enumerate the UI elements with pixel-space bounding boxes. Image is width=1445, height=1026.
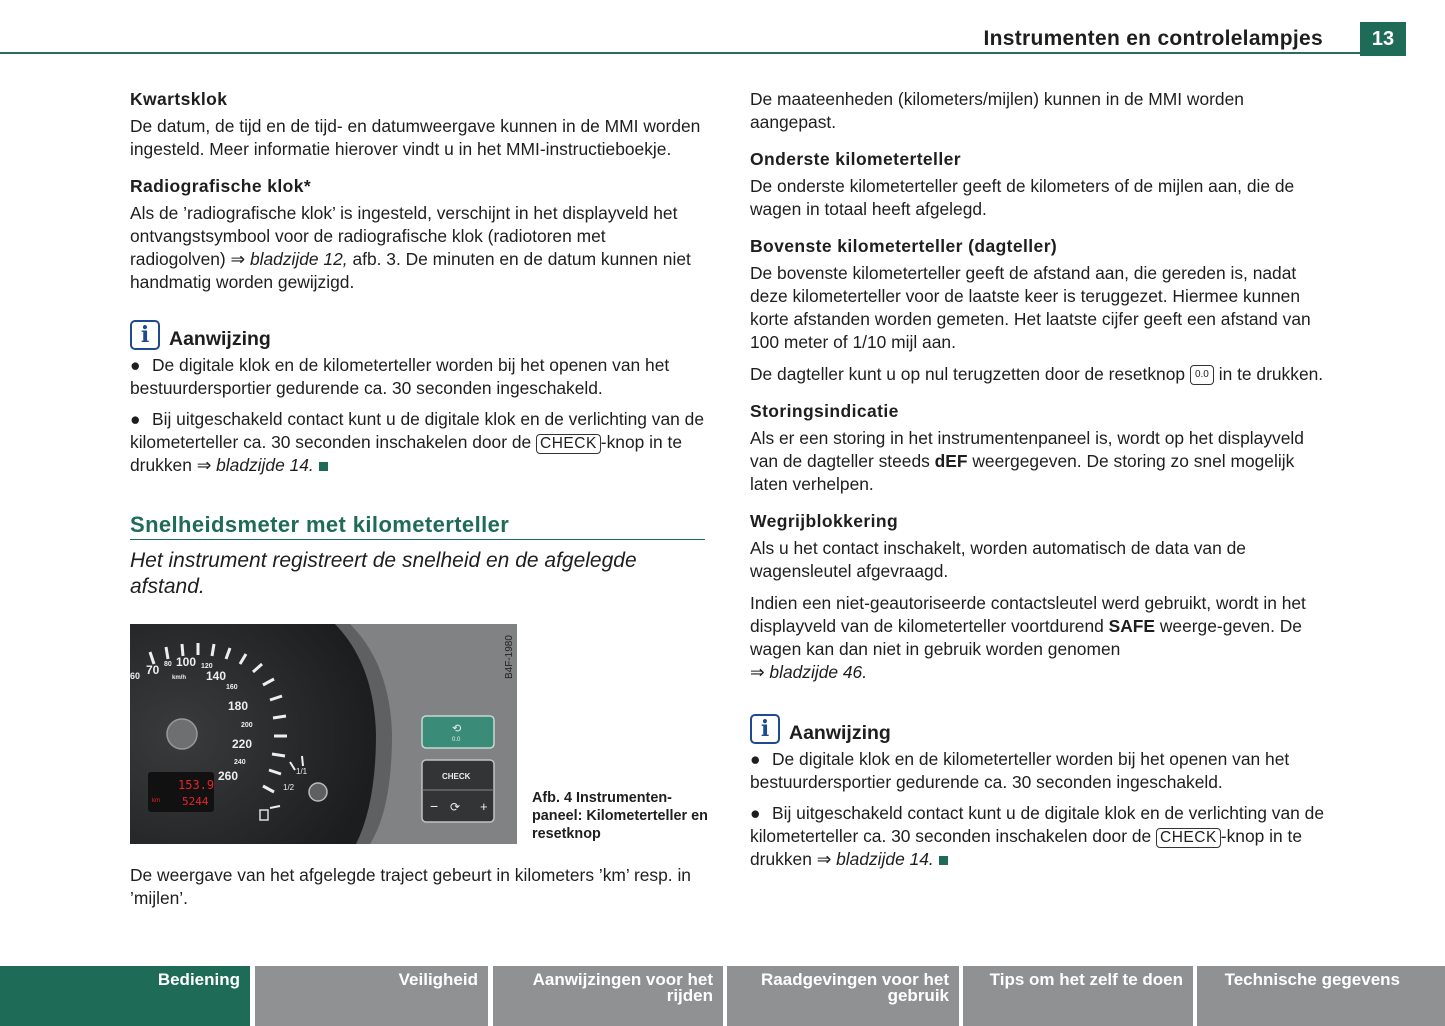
tab-tips[interactable]: Tips om het zelf te doen — [963, 966, 1193, 1026]
after-figure-text: De weergave van het afgelegde traject gebeurt in kilometers ’km’ resp. in ’mijlen’. — [130, 865, 691, 908]
note-title: Aanwijzing — [789, 722, 891, 744]
header-rule — [0, 52, 1360, 54]
fault-heading: Storingsindicatie — [750, 401, 899, 421]
radio-clock-text: Als de ’radiografische klok’ is ingesteld, verschijnt in het displayveld het ontvangstsymbool voor de radiografische klok (radiotoren met radiogolven) ⇒ bladzijde 12, afb. 3. De minuten en de datum kunnen niet handmatig worden gewijzigd. — [130, 203, 691, 292]
instrument-panel-illustration — [130, 624, 517, 844]
page-header-title: Instrumenten en controlelampjes — [983, 27, 1323, 50]
needle-hub — [167, 719, 197, 749]
kwartsklok-text: De datum, de tijd en de tijd- en datumweergave kunnen in de MMI worden ingesteld. Meer informatie hierover vindt u in het MMI-instructieboekje. — [130, 116, 701, 159]
tab-aanwijzingen[interactable]: Aanwijzingen voor het rijden — [493, 966, 723, 1026]
fuel-gauge-hub — [309, 783, 327, 801]
kwartsklok-heading: Kwartsklok — [130, 89, 228, 109]
note-ref-link[interactable]: bladzijde 14. — [836, 849, 934, 869]
tick-260: 260 — [218, 769, 239, 783]
tab-veiligheid[interactable]: Veiligheid — [255, 966, 488, 1026]
tick-160: 160 — [226, 684, 238, 691]
lower-odometer-heading: Onderste kilometerteller — [750, 149, 961, 169]
figure-caption: Afb. 4 Instrumenten-paneel: Kilometerteller en resetknop — [532, 790, 708, 842]
note-bullet-1: ● De digitale klok en de kilometerteller worden bij het openen van het bestuurdersportier gedurende ca. 30 seconden ingeschakeld. — [130, 355, 670, 398]
immobilizer-text-1: Als u het contact inschakelt, worden automatisch de data van de wagensleutel afgevraagd. — [750, 538, 1246, 581]
tab-raadgevingen[interactable]: Raadgevingen voor het gebruik — [727, 966, 959, 1026]
note-header-left — [130, 320, 705, 350]
check-label: CHECK — [442, 772, 471, 781]
section-title: Snelheidsmeter met kilometerteller — [130, 513, 705, 540]
immobilizer-heading: Wegrijblokkering — [750, 511, 899, 531]
page-number: 13 — [1360, 22, 1406, 56]
trip-reset-text: De dagteller kunt u op nul terugzetten door de resetknop 0.0 in te drukken. — [750, 364, 1324, 384]
tick-200: 200 — [241, 722, 253, 729]
left-column — [130, 88, 708, 919]
tick-180: 180 — [228, 699, 249, 713]
trip-odometer-heading: Bovenste kilometerteller (dagteller) — [750, 236, 1058, 256]
tick-240: 240 — [234, 759, 246, 766]
immobilizer-text-2: Indien een niet-geautoriseerde contactsleutel werd gebruikt, wordt in het displayveld van de kilometerteller voortdurend SAFE weerge-geven. De wagen kan dan niet in gebruik worden genomen ⇒ bladzijde 46. — [750, 593, 1306, 682]
instrument-panel-figure — [130, 624, 517, 844]
units-text: De maateenheden (kilometers/mijlen) kunnen in de MMI worden aangepast. — [750, 89, 1244, 132]
check-key: CHECK — [1156, 828, 1221, 848]
radio-clock-heading: Radiografische klok* — [130, 176, 312, 196]
immobilizer-ref-link[interactable]: bladzijde 46. — [769, 662, 868, 682]
tick-60: 60 — [130, 671, 141, 681]
tick-120: 120 — [201, 663, 213, 670]
figure-code: B4F-1980 — [504, 635, 515, 679]
fault-text: Als er een storing in het instrumentenpaneel is, wordt op het displayveld van de dagteller steeds dEF weergegeven. De storing zo snel mogelijk laten verhelpen. — [750, 428, 1304, 494]
reset-button-icon: 0.0 — [1190, 365, 1214, 385]
chapter-tabs — [0, 966, 1445, 1026]
section-subtitle: Het instrument registreert de snelheid en de afgelegde afstand. — [130, 549, 637, 598]
dimmer-glyph: ⟳ — [450, 800, 461, 814]
note-title: Aanwijzing — [169, 328, 271, 350]
end-mark — [939, 856, 948, 865]
right-column — [750, 88, 1330, 879]
end-mark — [319, 462, 328, 471]
tick-100: 100 — [176, 655, 197, 669]
fuel-half-label: 1/2 — [283, 783, 295, 792]
tick-70: 70 — [146, 663, 160, 677]
tick-80: 80 — [164, 661, 172, 668]
radio-clock-ref-link[interactable]: bladzijde 12, — [249, 249, 348, 269]
check-key: CHECK — [536, 434, 601, 454]
km-label: km — [152, 798, 160, 804]
trip-odometer-text: De bovenste kilometerteller geeft de afstand aan, die gereden is, nadat deze kilometerteller voor de laatste keer is teruggezet. Hiermee kunnen korte afstanden worden gemeten. Het laatste cijfer geeft een afstand van 100 meter of 1/10 mijl aan. — [750, 263, 1311, 352]
reset-sub-label: 0.0 — [452, 737, 461, 743]
tab-bediening[interactable]: Bediening — [0, 966, 250, 1026]
unit-label: km/h — [172, 675, 187, 681]
lower-odometer-text: De onderste kilometerteller geeft de kilometers of de mijlen aan, die de wagen in totaal heeft afgelegd. — [750, 176, 1295, 219]
plus-label: + — [480, 799, 488, 814]
fuel-full-label: 1/1 — [296, 767, 308, 776]
figure-block — [130, 624, 708, 846]
note-ref-link[interactable]: bladzijde 14. — [216, 455, 314, 475]
tab-technische-gegevens[interactable]: Technische gegevens — [1197, 966, 1445, 1026]
info-icon: i — [750, 714, 780, 744]
odometer-value: 5244 — [182, 795, 209, 808]
note-bullet-2: ● Bij uitgeschakeld contact kunt u de digitale klok en de verlichting van de kilometerteller ca. 30 seconden inschakelen door de CHECK -knop in te drukken ⇒ bladzijde 14. — [130, 409, 705, 475]
tick-220: 220 — [232, 737, 253, 751]
reset-glyph: ⟲ — [452, 722, 462, 735]
minus-label: − — [430, 798, 439, 814]
note-header-right — [750, 714, 1330, 744]
note-bullet-2: ● Bij uitgeschakeld contact kunt u de digitale klok en de verlichting van de kilometerteller ca. 30 seconden inschakelen door de CHECK -knop in te drukken ⇒ bladzijde 14. — [750, 803, 1325, 869]
note-bullet-1: ● De digitale klok en de kilometerteller worden bij het openen van het bestuurdersportier gedurende ca. 30 seconden ingeschakeld. — [750, 749, 1290, 792]
info-icon: i — [130, 320, 160, 350]
trip-value: 153.9 — [178, 778, 215, 792]
tick-140: 140 — [206, 669, 227, 683]
